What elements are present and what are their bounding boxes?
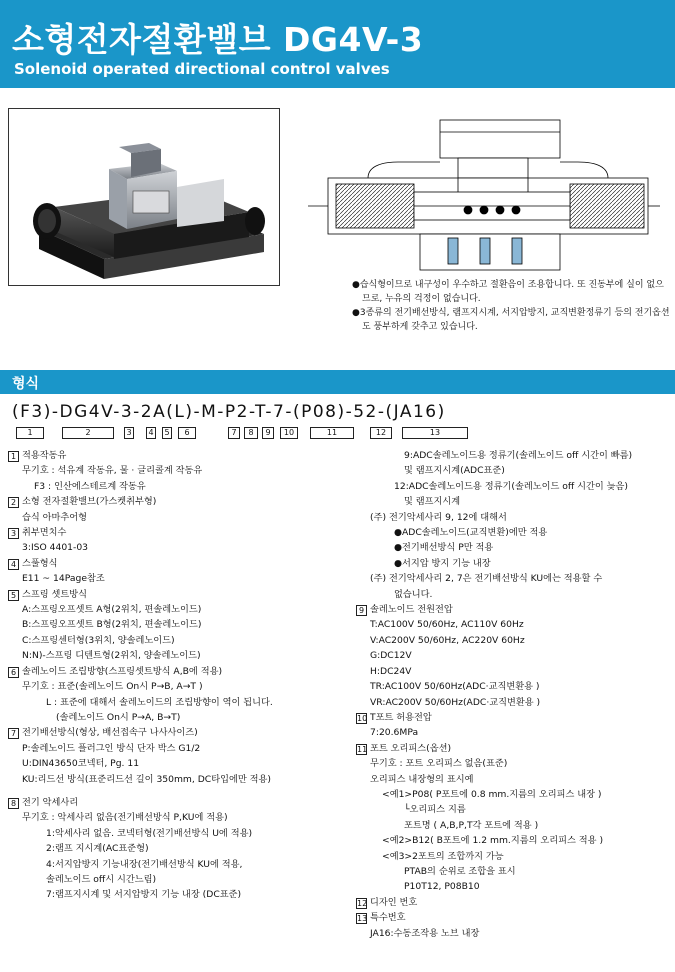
right-column: [356, 448, 672, 941]
page-title: 소형전자절환밸브 DG4V-3: [12, 20, 424, 59]
spec-line: [356, 695, 672, 710]
spec-text: (주) 전기악세사리 9, 12에 대해서: [370, 511, 507, 523]
section-header: [0, 370, 675, 394]
spec-text: (솔레노이드 On시 P→A, B→T): [56, 711, 181, 723]
number-box: 11: [310, 427, 354, 439]
spec-text: 무기호 : 포트 오리피스 없음(표준): [370, 758, 508, 770]
spec-heading: [356, 741, 672, 756]
feature-item: ●습식형이므로 내구성이 우수하고 절환음이 조용합니다. 또 진동부에 실이 없으므로, 누유의 걱정이 없습니다.: [352, 280, 664, 304]
spec-text: L : 표준에 대해서 솔레노이드의 조립방향이 역이 됩니다.: [46, 696, 273, 708]
number-box: 10: [280, 427, 298, 439]
spec-text: U:DIN43650코넥터, Pg. 11: [22, 758, 140, 770]
spec-text: B:스프링오프셋트 B형(2위치, 편솔레노이드): [22, 619, 202, 631]
spec-line: [356, 463, 672, 478]
spec-text: 7:20.6MPa: [370, 727, 419, 739]
number-box: 5: [162, 427, 172, 439]
spec-line: [356, 525, 672, 540]
spec-text: 2:램프 지시계(AC표준형): [46, 843, 149, 855]
spec-line: [8, 826, 336, 841]
spec-line: [8, 648, 336, 663]
spec-line: [356, 787, 672, 802]
spec-text: A:스프링오프셋트 A형(2위치, 편솔레노이드): [22, 604, 202, 616]
spec-text: 12:ADC솔레노이드용 정류기(솔레노이드 off 시간이 늦음): [394, 480, 628, 492]
spec-text: VR:AC200V 50/60Hz(ADC·교직변환용 ): [370, 696, 541, 708]
feature-item: ●3종류의 전기배선방식, 램프지시계, 서지압방지, 교직변환정류기 등의 전기옵션도 풍부하게 갖추고 있습니다.: [352, 308, 670, 332]
spec-text: E11 ~ 14Page참조: [22, 573, 105, 585]
spec-line: [356, 756, 672, 771]
spec-line: [356, 664, 672, 679]
spec-line: [356, 879, 672, 894]
spec-text: ●전기배선방식 P만 적용: [394, 542, 494, 554]
spec-line: [356, 587, 672, 602]
spec-line: [8, 810, 336, 825]
spec-line: [8, 463, 336, 478]
spec-text: 소형 전자절환밸브(가스켓취부형): [22, 496, 157, 508]
number-box: 1: [16, 427, 44, 439]
spec-line: [356, 725, 672, 740]
spacer: [8, 787, 336, 795]
spec-line: [8, 571, 336, 586]
spec-text: 적용작동유: [22, 450, 67, 461]
spec-heading: [356, 895, 672, 910]
spec-text: ●ADC솔레노이드(교직변환)에만 적용: [394, 527, 548, 539]
spec-text: 포트명 ( A,B,P,T각 포트에 적용 ): [404, 819, 539, 831]
spec-text: F3 : 인산에스테르계 작동유: [34, 480, 146, 492]
spec-line: [356, 479, 672, 494]
spec-text: H:DC24V: [370, 665, 412, 677]
number-box: 6: [178, 427, 196, 439]
number-box: 7: [228, 427, 240, 439]
spec-line: [8, 602, 336, 617]
spec-number-box: 9: [356, 605, 367, 616]
spec-number-box: 3: [8, 528, 19, 539]
spec-line: [8, 741, 336, 756]
spec-line: [8, 540, 336, 555]
spec-text: 7:램프지시계 및 서지압방지 기능 내장 (DC표준): [46, 889, 242, 901]
spec-text: 특수번호: [370, 912, 406, 924]
spec-text: 9:ADC솔레노이드용 정류기(솔레노이드 off 시간이 빠름): [404, 450, 633, 461]
spec-heading: [356, 910, 672, 925]
spec-text: ●서지압 방지 기능 내장: [394, 557, 491, 569]
valve-photo: [8, 108, 280, 286]
spec-text: 취부면치수: [22, 527, 67, 539]
spec-line: [356, 926, 672, 941]
spec-heading: [8, 587, 336, 602]
spec-heading: [8, 556, 336, 571]
left-column: [8, 448, 336, 903]
spec-line: [356, 556, 672, 571]
page-header: [0, 0, 675, 88]
spec-line: [8, 872, 336, 887]
spec-text: └오리피스 지름: [404, 804, 466, 816]
model-code: (F3)-DG4V-3-2A(L)-M-P2-T-7-(P08)-52-(JA16): [12, 402, 446, 422]
spec-text: G:DC12V: [370, 650, 412, 662]
spec-heading: [8, 664, 336, 679]
spec-line: [356, 818, 672, 833]
spec-number-box: 12: [357, 898, 368, 908]
spec-number-box: 8: [8, 798, 19, 809]
spec-text: 무기호 : 석유계 작동유, 물 · 글리콜계 작동유: [22, 465, 203, 477]
spec-text: 및 램프지시계: [404, 496, 461, 508]
spec-text: V:AC200V 50/60Hz, AC220V 60Hz: [370, 634, 525, 646]
spec-text: 포트 오리피스(옵션): [370, 742, 452, 754]
spec-text: N:N)-스프링 디텐트형(2위치, 양솔레노이드): [22, 650, 201, 662]
spec-text: 솔레노이드 조립방향(스프링셋트방식 A,B에 적용): [22, 665, 223, 677]
spec-number-box: 7: [8, 728, 19, 739]
spec-heading: [356, 710, 672, 725]
section-title: 형식: [12, 376, 40, 392]
spec-heading: [8, 448, 336, 463]
number-box: 2: [62, 427, 114, 439]
spec-text: 전기 악세사리: [22, 796, 79, 808]
spec-text: 없습니다.: [394, 588, 433, 600]
spec-text: 오리피스 내장형의 표시예: [370, 773, 474, 785]
spec-text: <예3>2포트의 조합까지 가능: [382, 850, 504, 862]
spec-number-box: 1: [8, 451, 19, 462]
spec-number-box: 10: [357, 713, 368, 723]
spec-line: [356, 864, 672, 879]
spec-line: [356, 772, 672, 787]
spec-line: [8, 617, 336, 632]
spec-line: [356, 494, 672, 509]
spec-heading: [8, 525, 336, 540]
spec-line: [356, 571, 672, 586]
spec-line: [8, 510, 336, 525]
spec-text: T:AC100V 50/60Hz, AC110V 60Hz: [370, 619, 524, 631]
spec-line: [8, 479, 336, 494]
spec-text: <예1>P08( P포트에 0.8 mm.지름의 오리피스 내장 ): [382, 788, 602, 800]
spec-text: P10T12, P08B10: [404, 881, 480, 893]
spec-number-box: 13: [357, 914, 368, 924]
spec-line: [356, 617, 672, 632]
spec-line: [8, 841, 336, 856]
number-box: 8: [244, 427, 258, 439]
spec-text: (주) 전기악세사리 2, 7은 전기배선방식 KU에는 적용할 수: [370, 573, 603, 585]
spec-number-box: 4: [8, 559, 19, 570]
spec-line: [356, 833, 672, 848]
spec-text: 디자인 번호: [370, 896, 418, 908]
spec-line: [356, 679, 672, 694]
spec-line: [8, 756, 336, 771]
spec-text: TR:AC100V 50/60Hz(ADC·교직변환용 ): [370, 681, 540, 693]
spec-line: [356, 448, 672, 463]
spec-heading: [356, 602, 672, 617]
spec-number-box: 6: [8, 667, 19, 678]
spec-text: 무기호 : 악세사리 없음(전기배선방식 P,KU에 적용): [22, 812, 228, 824]
spec-text: P:솔레노이드 플러그인 방식 단자 박스 G1/2: [22, 742, 201, 754]
spec-line: [356, 540, 672, 555]
spec-text: PTAB의 순위로 조합을 표시: [404, 865, 516, 877]
spec-text: 무기호 : 표준(솔레노이드 On시 P→B, A→T ): [22, 681, 203, 693]
spec-text: <예2>B12( B포트에 1.2 mm.지름의 오리피스 적용 ): [382, 835, 604, 847]
spec-line: [356, 802, 672, 817]
number-box: 9: [262, 427, 274, 439]
spec-number-box: 5: [8, 590, 19, 601]
spec-heading: [8, 494, 336, 509]
spec-text: 3:ISO 4401-03: [22, 542, 89, 554]
spec-heading: [8, 725, 336, 740]
spec-number-box: 11: [357, 744, 368, 754]
spec-line: [8, 679, 336, 694]
spec-number-box: 2: [8, 497, 19, 508]
spec-text: 스프링 셋트방식: [22, 588, 88, 600]
spec-text: 및 램프지시계(ADC표준): [404, 465, 505, 477]
spec-line: [8, 710, 336, 725]
spec-line: [8, 887, 336, 902]
spec-text: T포트 허용전압: [370, 711, 432, 723]
spec-text: 4:서지압방지 기능내장(전기배선방식 KU에 적용,: [46, 858, 243, 870]
spec-text: C:스프링센터형(3위치, 양솔레노이드): [22, 634, 175, 646]
spec-line: [356, 633, 672, 648]
spec-line: [8, 633, 336, 648]
spec-text: 1:악세사리 없음. 코넥터형(전기배선방식 U에 적용): [46, 827, 253, 839]
page-subtitle: Solenoid operated directional control valves: [14, 60, 390, 78]
spec-text: 스풀형식: [22, 557, 58, 569]
spec-heading: [8, 795, 336, 810]
spec-line: [8, 695, 336, 710]
spec-line: [8, 857, 336, 872]
number-box: 3: [124, 427, 134, 439]
spec-text: JA16:수동조작용 노브 내장: [370, 927, 480, 939]
spec-text: 솔레노이드 off시 시간느림): [46, 873, 157, 885]
number-box: 12: [370, 427, 392, 439]
spec-text: KU:리드선 방식(표준리드선 길이 350mm, DC타입에만 적용): [22, 773, 271, 785]
spec-text: 전기배선방식(형상, 배선접속구 나사사이즈): [22, 727, 198, 739]
spec-line: [356, 849, 672, 864]
spec-text: 습식 아마추어형: [22, 511, 88, 523]
spec-line: [356, 510, 672, 525]
number-box: 13: [402, 427, 468, 439]
spec-line: [356, 648, 672, 663]
spec-text: 솔레노이드 전원전압: [370, 604, 453, 616]
features-list: [352, 278, 672, 334]
valve-cross-section-diagram: [308, 118, 660, 278]
spec-line: [8, 772, 336, 787]
number-box: 4: [146, 427, 156, 439]
